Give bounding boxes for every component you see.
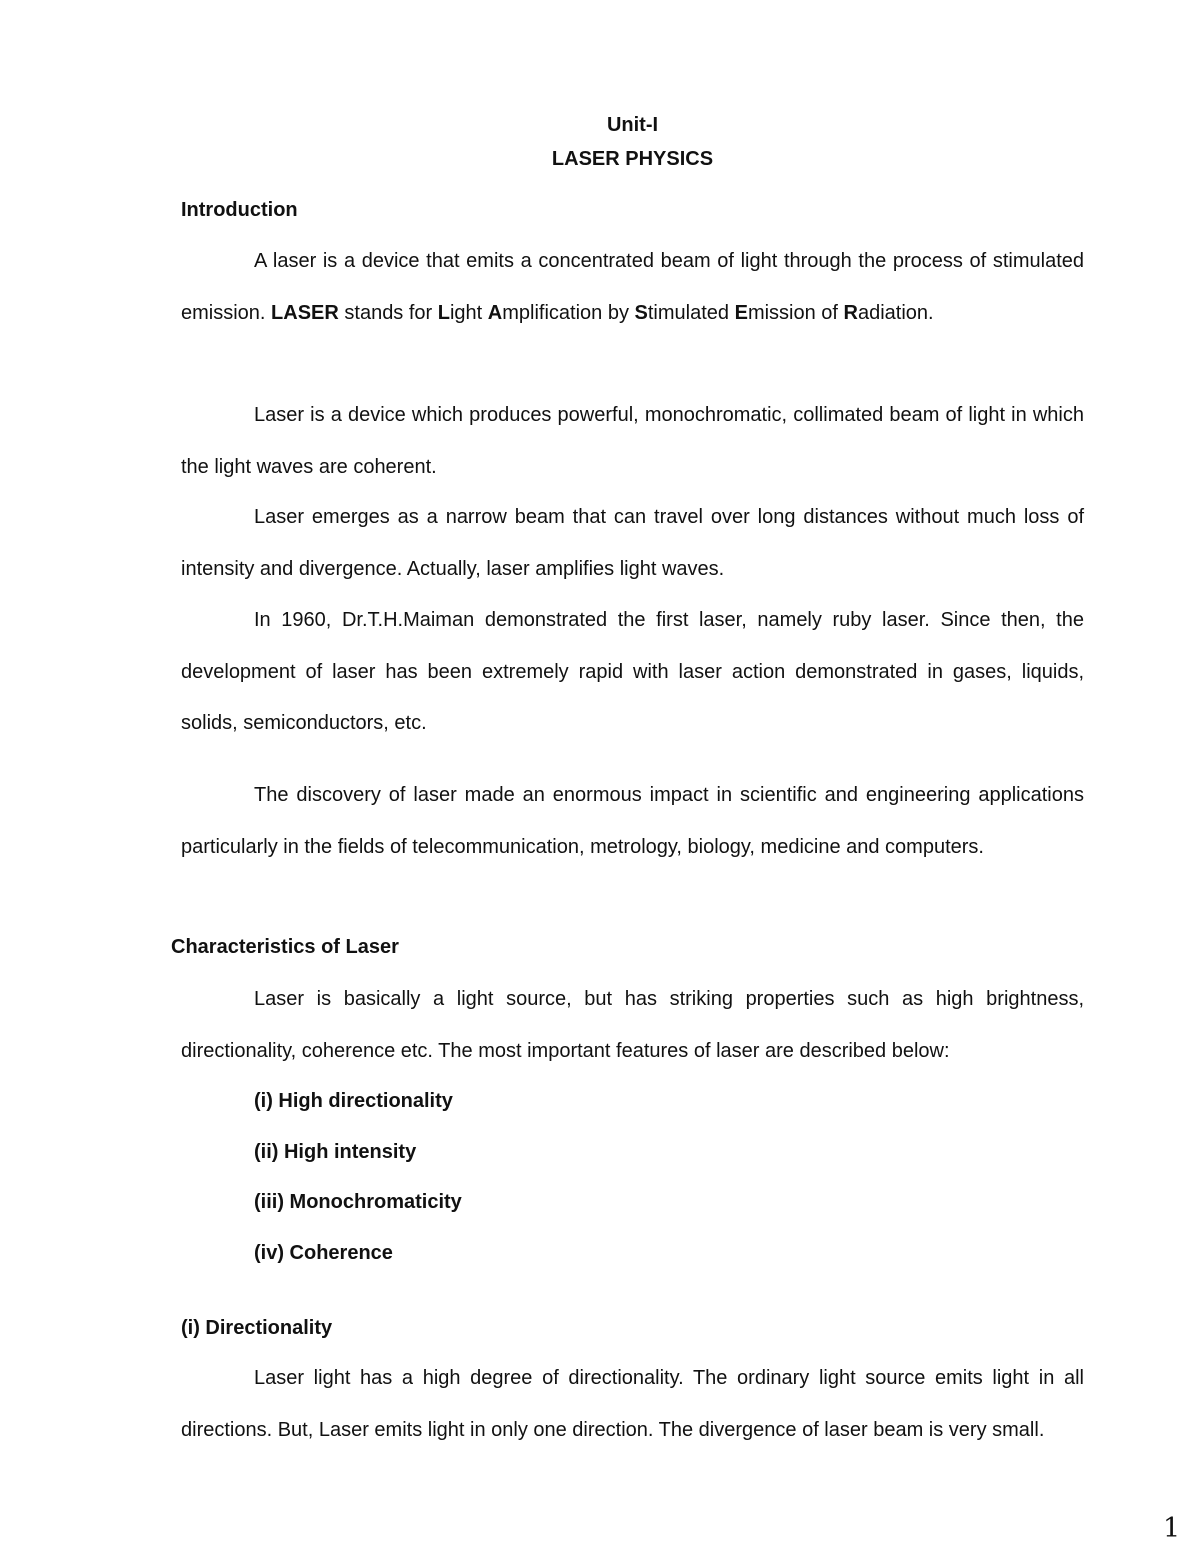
acronym-word-light: ight [449,301,488,324]
intro-p1-text: A laser is a device that emits a concentrated beam of light through the process of stimulated emission. [181,250,1084,324]
introduction-heading: Introduction [181,199,298,221]
feature-item-directionality: (i) High directionality [254,1090,453,1112]
acronym-word-radiation: adiation. [857,301,934,324]
acronym-letter-r: R [843,301,858,324]
intro-p1-stands-for: stands for [338,301,438,324]
acronym-word-amplification: mplification by [502,301,635,324]
characteristics-heading: Characteristics of Laser [171,936,399,958]
acronym-word-stimulated: timulated [647,301,735,324]
intro-paragraph-1 [181,236,1084,339]
directionality-heading: (i) Directionality [181,1317,333,1339]
page-number: 1 [1163,1513,1181,1544]
laser-acronym: LASER [271,301,339,324]
acronym-letter-l: L [437,301,450,324]
feature-item-intensity: (ii) High intensity [254,1141,417,1163]
acronym-letter-a: A [487,301,503,324]
acronym-letter-e: E [734,301,748,324]
acronym-word-emission: mission of [747,301,844,324]
unit-label: Unit-I [606,114,659,136]
acronym-letter-s: S [634,301,648,324]
characteristics-paragraph: Laser is basically a light source, but has striking properties such as high brightness, directionality, coherence etc. The most important features of laser are described below: [181,988,1084,1062]
intro-paragraph-2: Laser is a device which produces powerful, monochromatic, collimated beam of light in which the light waves are coherent. [181,404,1084,478]
directionality-paragraph: Laser light has a high degree of directionality. The ordinary light source emits light in all directions. But, Laser emits light in only one direction. The divergence of laser beam is very small. [181,1367,1084,1441]
feature-item-monochromaticity: (iii) Monochromaticity [254,1191,462,1213]
feature-item-coherence: (iv) Coherence [254,1242,393,1264]
intro-paragraph-4: In 1960, Dr.T.H.Maiman demonstrated the first laser, namely ruby laser. Since then, the development of laser has been extremely rapid with laser action demonstrated in gases, liquids, solids, semiconductors, etc. [181,609,1084,734]
intro-paragraph-5: The discovery of laser made an enormous impact in scientific and engineering applications particularly in the fields of telecommunication, metrology, biology, medicine and computers. [181,784,1084,858]
page-title: LASER PHYSICS [551,148,714,170]
intro-paragraph-3: Laser emerges as a narrow beam that can travel over long distances without much loss of intensity and divergence. Actually, laser amplifies light waves. [181,506,1084,580]
